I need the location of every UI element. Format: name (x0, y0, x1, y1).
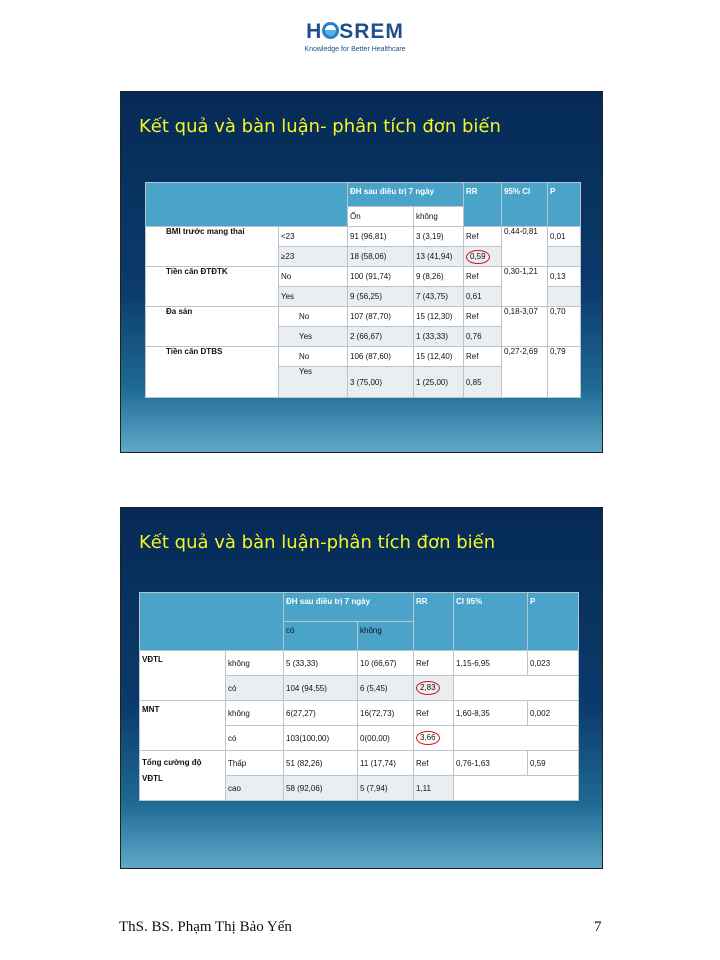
univariate-table-2 (139, 592, 579, 801)
col-a-header: có (284, 622, 358, 651)
slide-1-title: Kết quả và bàn luận- phân tích đơn biến (139, 116, 501, 137)
table-header-row (140, 593, 579, 622)
table-row: Yes 9 (56,25) 7 (43,75) 0,61 (146, 287, 581, 307)
table-row: có 104 (94,55) 6 (5,45) 2,83 (140, 676, 579, 701)
p-header: P (548, 183, 581, 227)
ci-header: 95% CI (502, 183, 548, 227)
highlight-circle: 0,59 (466, 250, 490, 264)
logo-wordmark: H SREM (306, 20, 404, 43)
table-row: Tiền căn ĐTĐTK No 100 (91,74) 9 (8,26) Ref 0,30-1,21 0,13 (146, 267, 581, 287)
footer-author: ThS. BS. Phạm Thị Bảo Yến (119, 919, 292, 935)
p-header: P (528, 593, 579, 651)
rr-header: RR (464, 183, 502, 227)
col-b-header: không (414, 207, 464, 227)
table-row: VĐTL không 5 (33,33) 10 (66,67) Ref 1,15-6,95 0,023 (140, 651, 579, 676)
highlight-circle: 2,83 (416, 681, 440, 695)
table-row: cao 58 (92,06) 5 (7,94) 1,11 (140, 776, 579, 801)
slide-2 (120, 507, 603, 869)
group-label: Tiền căn DTBS (146, 347, 279, 398)
table-row: BMI trước mang thai <23 91 (96,81) 3 (3,19) Ref 0,44-0,81 0,01 (146, 227, 581, 247)
table-row: Đa sản No 107 (87,70) 15 (12,30) Ref 0,18-3,07 0,70 (146, 307, 581, 327)
group-label: MNT (140, 701, 226, 751)
globe-icon (322, 22, 339, 39)
group-label: Tiền căn ĐTĐTK (146, 267, 279, 307)
table-row: có 103(100,00) 0(00,00) 3,66 (140, 726, 579, 751)
highlight-circle: 3,66 (416, 731, 440, 745)
group-label: BMI trước mang thai (146, 227, 279, 267)
table-row: ≥23 18 (58,06) 13 (41,94) 0,59 (146, 247, 581, 267)
page-number: 7 (594, 919, 602, 935)
table-header-row (146, 183, 581, 207)
univariate-table-1 (145, 182, 581, 398)
group-label: VĐTL (140, 651, 226, 701)
table-row: Tổng cường độ VĐTL Thấp 51 (82,26) 11 (17,74) Ref 0,76-1,63 0,59 (140, 751, 579, 776)
table-row: Yes 2 (66,67) 1 (33,33) 0,76 (146, 327, 581, 347)
group-label: Tổng cường độ VĐTL (140, 751, 226, 801)
slide-1 (120, 91, 603, 453)
ci-header: CI 95% (454, 593, 528, 651)
outcome-header: ĐH sau điều trị 7 ngày (284, 593, 414, 622)
col-b-header: không (358, 622, 414, 651)
group-label: Đa sản (146, 307, 279, 347)
rr-header: RR (414, 593, 454, 651)
hosrem-logo (300, 20, 420, 60)
table-row: MNT không 6(27,27) 16(72,73) Ref 1,60-8,35 0,002 (140, 701, 579, 726)
col-a-header: Ổn (348, 207, 414, 227)
slide-2-title: Kết quả và bàn luận-phân tích đơn biến (139, 532, 496, 553)
outcome-header: ĐH sau điều trị 7 ngày (348, 183, 464, 207)
logo-tagline: Knowledge for Better Healthcare (304, 46, 406, 53)
table-row: Yes 3 (75,00) 1 (25,00) 0,85 (146, 367, 581, 398)
table-row: Tiền căn DTBS No 106 (87,60) 15 (12,40) Ref 0,27-2,69 0,79 (146, 347, 581, 367)
